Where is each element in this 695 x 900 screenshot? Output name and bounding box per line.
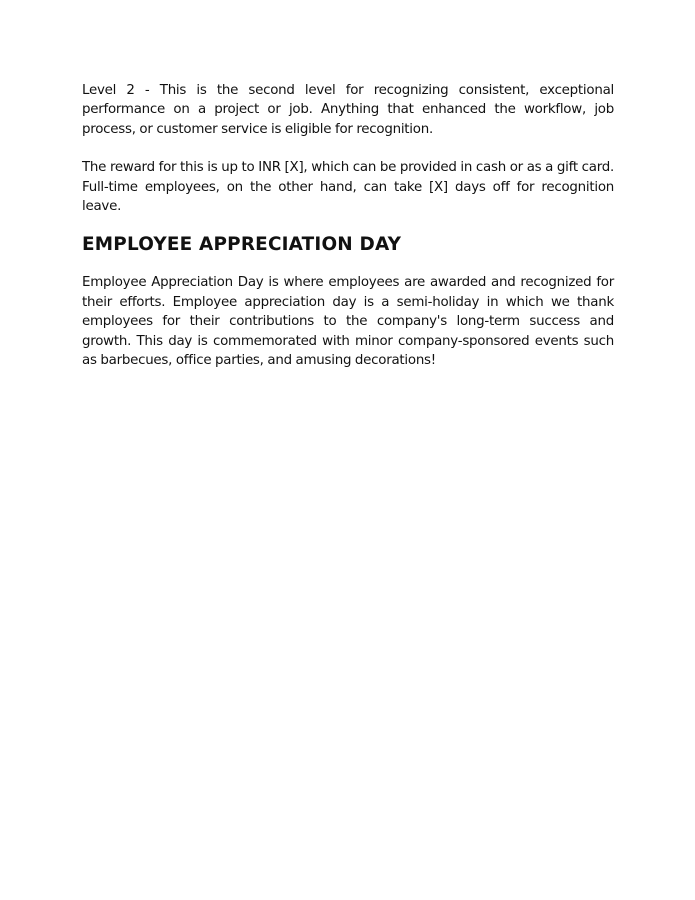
reward-paragraph: The reward for this is up to INR [X], which can be provided in cash or as a gift card. Full-time employees, on the other hand, can take [X] days off for recognition leave. (82, 160, 614, 215)
section-heading: EMPLOYEE APPRECIATION DAY (82, 234, 402, 256)
appreciation-day-paragraph: Employee Appreciation Day is where employees are awarded and recognized for their efforts. Employee appreciation day is a semi-holiday in which we thank employees for their contributions to the company's long-term success and growth. This day is commemorated with minor company-sponsored events such as barbecues, office parties, and amusing decorations! (82, 275, 614, 369)
document-page (82, 81, 614, 370)
level-2-paragraph: Level 2 - This is the second level for recognizing consistent, exceptional performance on a project or job. Anything that enhanced the workflow, job process, or customer service is eligible for recognition. (82, 83, 614, 137)
